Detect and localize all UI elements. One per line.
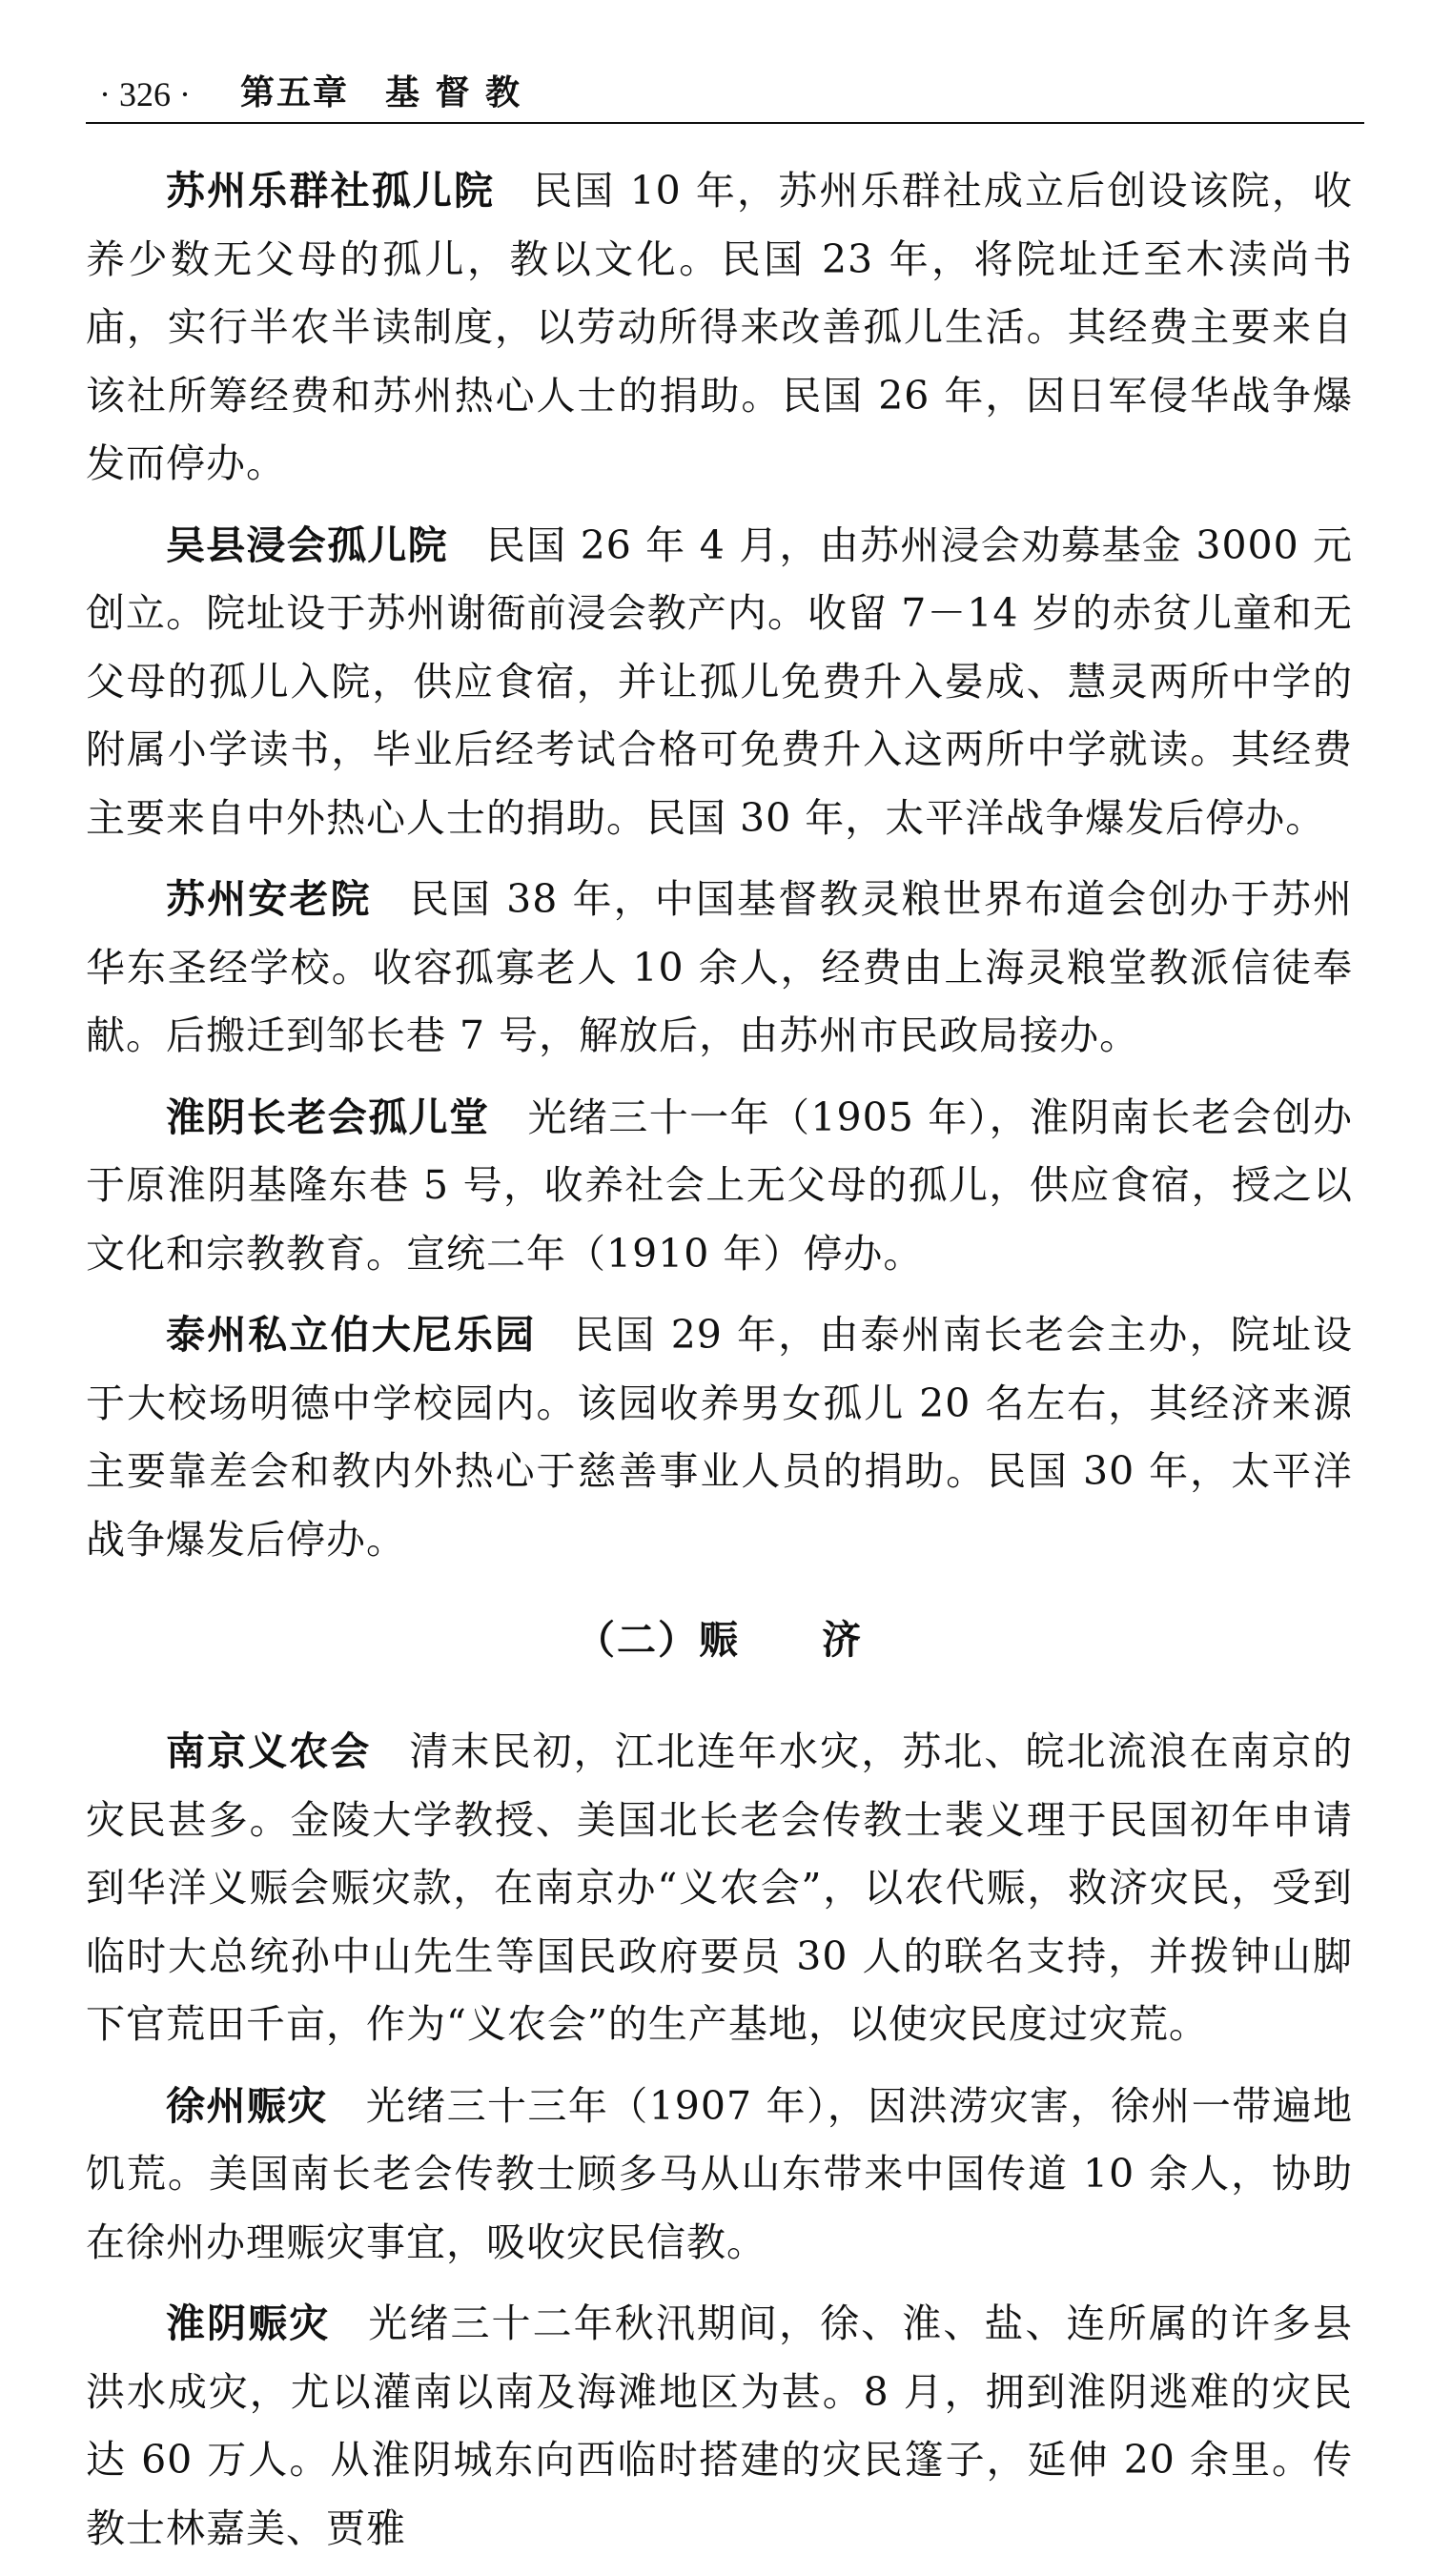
entry-paragraph [86, 1301, 1353, 1574]
entry-term: 徐州赈灾 [166, 2082, 328, 2129]
entry-paragraph [86, 1084, 1353, 1289]
running-header [86, 59, 1364, 124]
entry-term: 泰州私立伯大尼乐园 [166, 1312, 537, 1358]
entry-term: 吴县浸会孤儿院 [166, 521, 448, 568]
entry-paragraph [86, 1718, 1353, 2059]
entry-term: 苏州安老院 [166, 876, 372, 922]
entry-term: 淮阴长老会孤儿堂 [166, 1094, 490, 1140]
entry-term: 南京义农会 [166, 1728, 372, 1774]
section-heading: （二）赈 济 [576, 1617, 863, 1663]
entry-text: 民国 38 年，中国基督教灵粮世界布道会创办于苏州华东圣经学校。收容孤寡老人 10 余人，经费由上海灵粮堂教派信徒奉献。后搬迁到邹长巷 7 号，解放后，由苏州市民政局接办。 [86, 876, 1354, 1058]
entry-text: 民国 10 年，苏州乐群社成立后创设该院，收养少数无父母的孤儿，教以文化。民国 23 年，将院址迁至木渎尚书庙，实行半农半读制度，以劳动所得来改善孤儿生活。其经费主要来自该社所筹经费和苏州热心人士的捐助。民国 26 年，因日军侵华战争爆发而停办。 [86, 168, 1354, 486]
entry-paragraph [86, 866, 1353, 1071]
entry-text: 光绪三十三年（1907 年），因洪涝灾害，徐州一带遍地饥荒。美国南长老会传教士顾多马从山东带来中国传道 10 余人，协助在徐州办理赈灾事宜，吸收灾民信教。 [86, 2082, 1354, 2265]
page-body [86, 157, 1353, 2576]
entry-text: 光绪三十二年秋汛期间，徐、淮、盐、连所属的许多县洪水成灾，尤以灌南以南及海滩地区为甚。8 月，拥到淮阴逃难的灾民达 60 万人。从淮阴城东向西临时搭建的灾民篷子，延伸 20 余里。传教士林嘉美、贾雅 [86, 2300, 1353, 2551]
entry-paragraph [86, 2073, 1353, 2278]
entry-text: 民国 26 年 4 月，由苏州浸会劝募基金 3000 元创立。院址设于苏州谢衙前浸会教产内。收留 7－14 岁的赤贫儿童和无父母的孤儿入院，供应食宿，并让孤儿免费升入晏成、慧灵两所中学的附属小学读书，毕业后经考试合格可免费升入这两所中学就读。其经费主要来自中外热心人士的捐助。民国 30 年，太平洋战争爆发后停办。 [86, 521, 1354, 841]
entry-term: 淮阴赈灾 [166, 2300, 331, 2346]
entry-text: 清末民初，江北连年水灾，苏北、皖北流浪在南京的灾民甚多。金陵大学教授、美国北长老会传教士裴义理于民国初年申请到华洋义赈会赈灾款，在南京办“义农会”，以农代赈，救济灾民，受到临时大总统孙中山先生等国民政府要员 30 人的联名支持，并拨钟山脚下官荒田千亩，作为“义农会”的生产基地，以使灾民度过灾荒。 [86, 1728, 1354, 2047]
entry-paragraph [86, 2290, 1353, 2563]
entry-term: 苏州乐群社孤儿院 [166, 168, 496, 214]
entry-paragraph [86, 512, 1353, 853]
entry-text: 民国 29 年，由泰州南长老会主办，院址设于大校场明德中学校园内。该园收养男女孤儿 20 名左右，其经济来源主要靠差会和教内外热心于慈善事业人员的捐助。民国 30 年，太平洋战争爆发后停办。 [86, 1312, 1353, 1563]
chapter-title: 第五章 基 督 教 [239, 73, 522, 112]
entry-text: 光绪三十一年（1905 年），淮阴南长老会创办于原淮阴基隆东巷 5 号，收养社会上无父母的孤儿，供应食宿，授之以文化和宗教教育。宣统二年（1910 年）停办。 [86, 1094, 1354, 1277]
page-number: · 326 · [99, 75, 191, 113]
entry-paragraph [86, 157, 1353, 499]
